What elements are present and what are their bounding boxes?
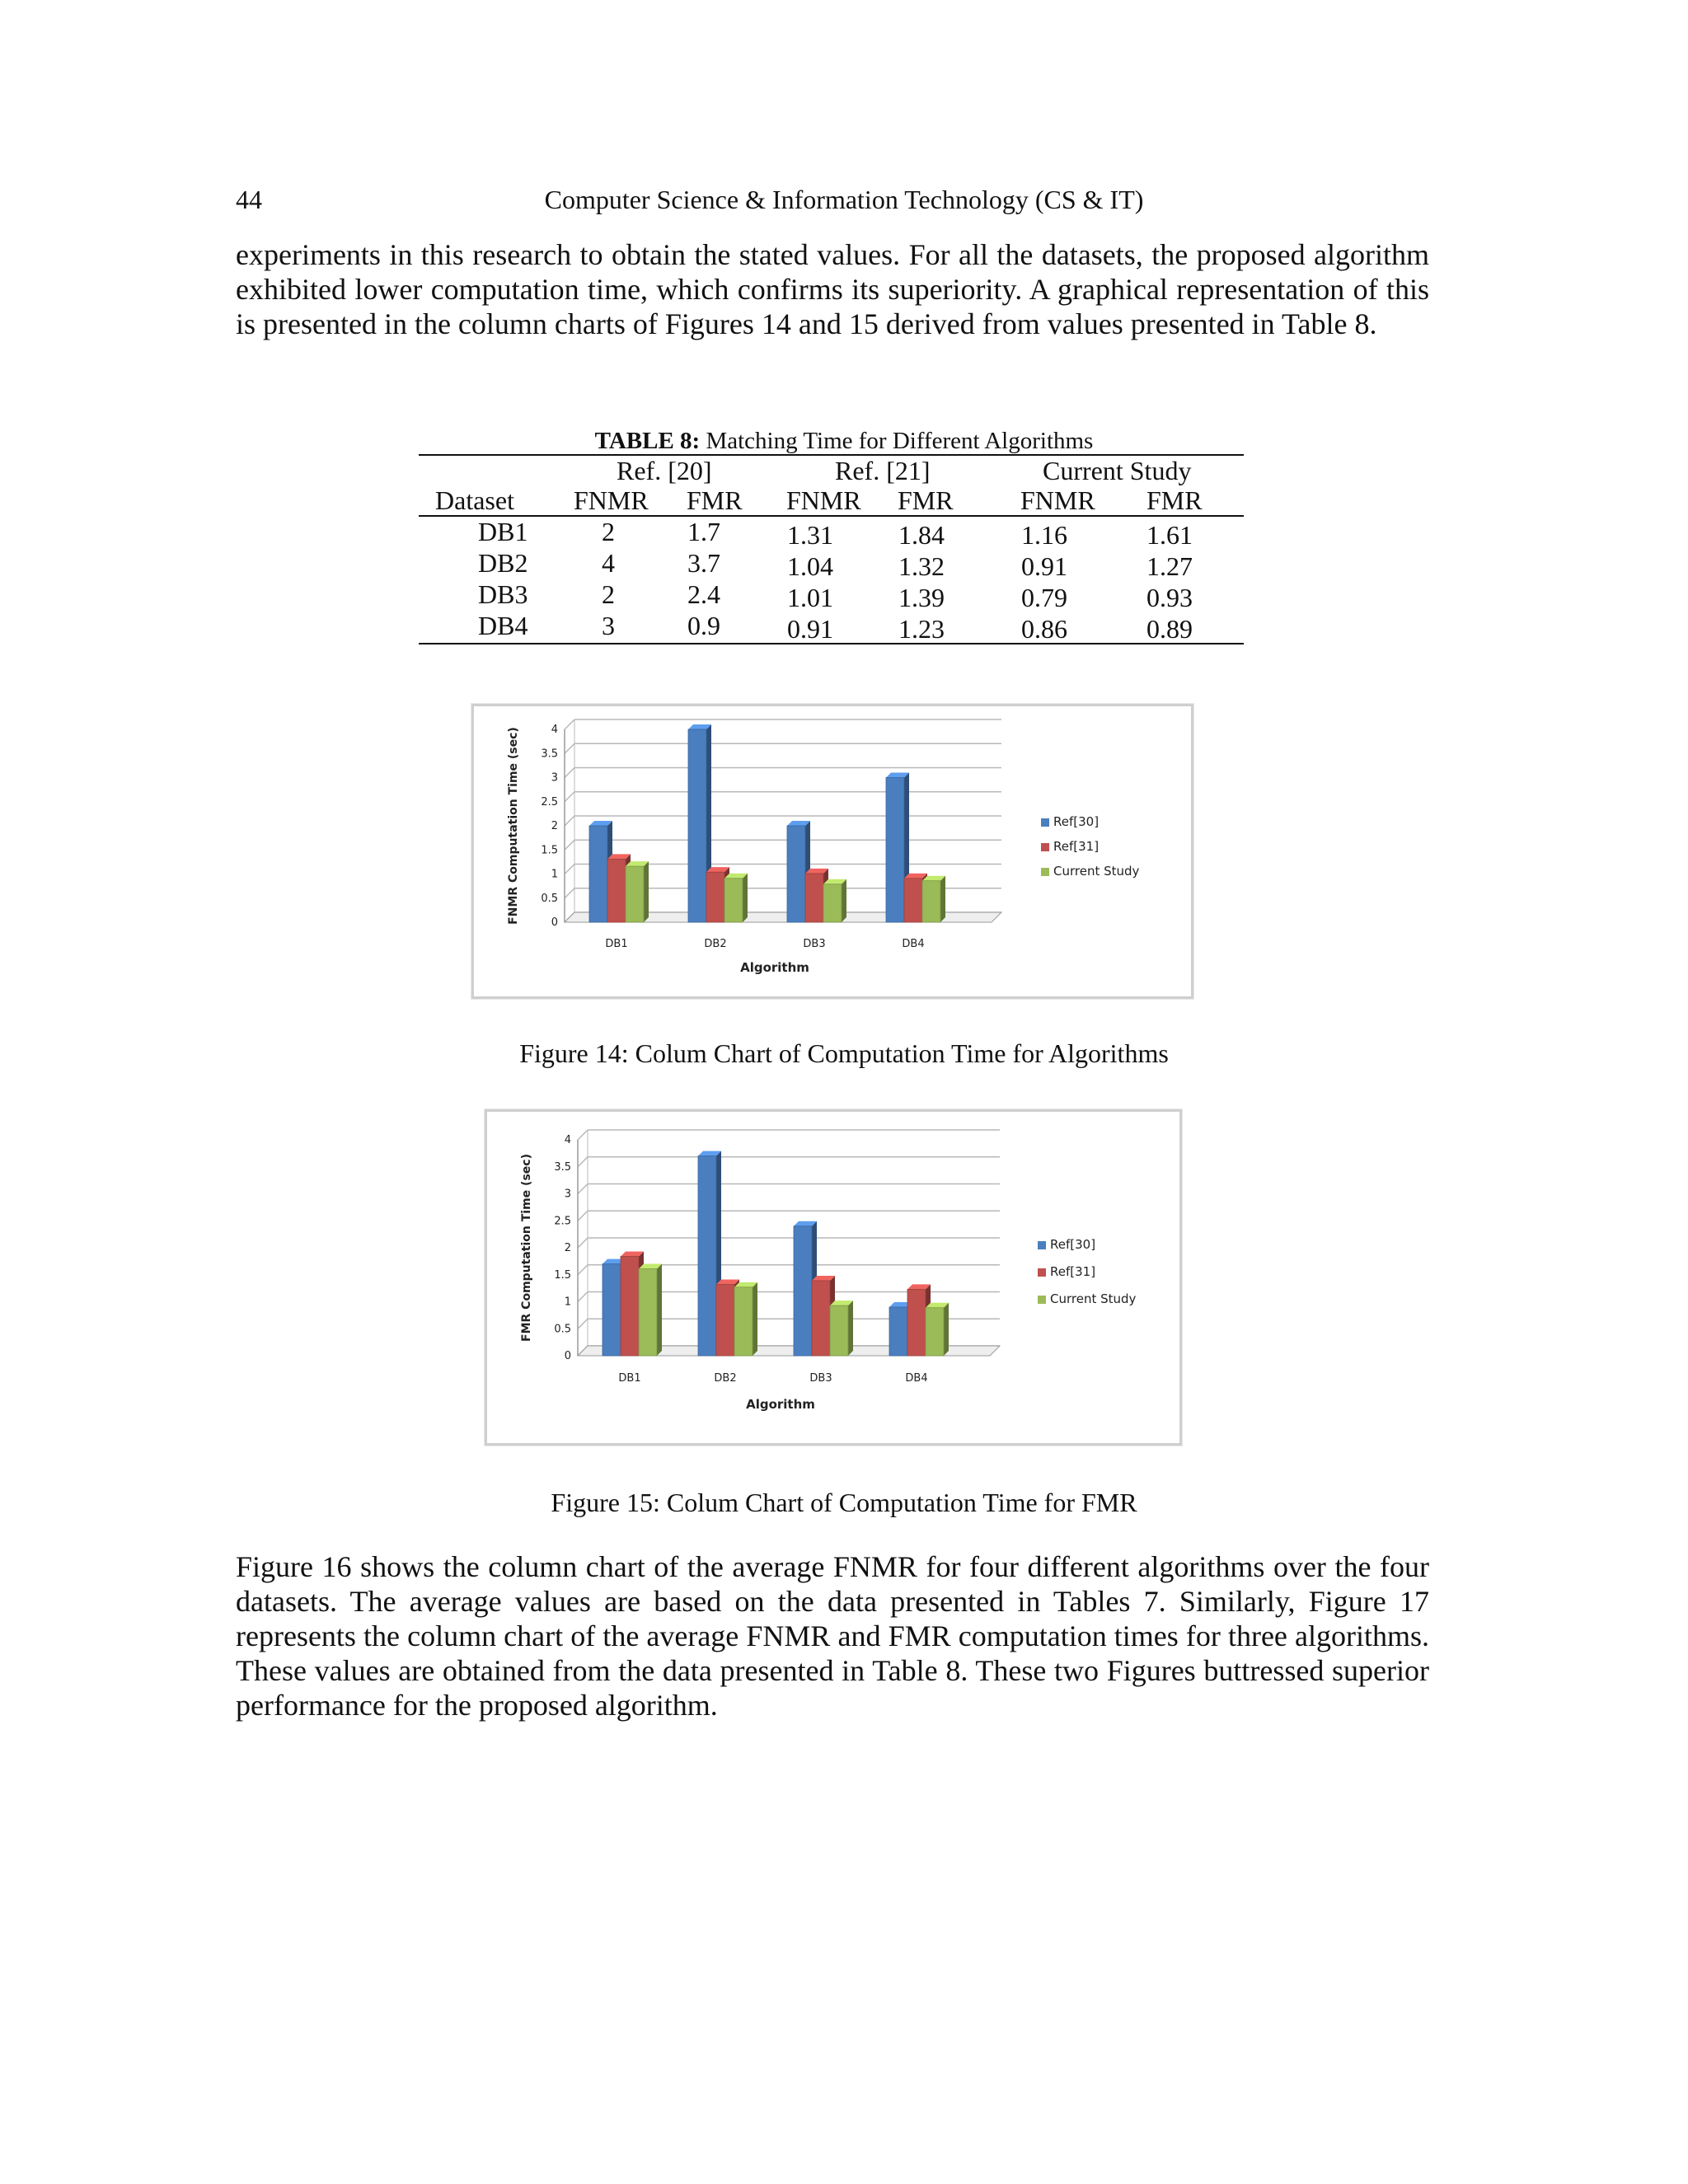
legend-swatch-ref-31- bbox=[1041, 843, 1049, 851]
bar-ref-30--db3 bbox=[794, 1226, 812, 1356]
table-cell: 0.79 bbox=[1021, 583, 1067, 612]
x-category-label: DB4 bbox=[905, 1372, 928, 1385]
y-tick-label: 2.5 bbox=[554, 1215, 571, 1228]
bar-ref-31--db3 bbox=[812, 1281, 830, 1356]
col-header-fnmr-current: FNMR bbox=[1020, 485, 1095, 515]
bar-current-study-db1 bbox=[626, 866, 644, 922]
group-header-current-study: Current Study bbox=[1043, 456, 1192, 485]
bar-ref-30--db2 bbox=[688, 729, 706, 922]
bar-side-current-study bbox=[657, 1264, 662, 1356]
gridline-depth bbox=[565, 743, 574, 753]
bar-ref-31--db1 bbox=[607, 859, 626, 922]
page-number: 44 bbox=[236, 185, 262, 214]
gridline-depth bbox=[565, 792, 574, 802]
bar-ref-31--db4 bbox=[904, 879, 922, 922]
bar-current-study-db1 bbox=[639, 1269, 657, 1356]
gridline-depth bbox=[578, 1157, 588, 1167]
bar-ref-30--db1 bbox=[603, 1264, 621, 1356]
y-tick-label: 1.5 bbox=[554, 1268, 571, 1282]
bar-ref-31--db1 bbox=[621, 1256, 639, 1356]
bar-side-current-study bbox=[644, 861, 649, 922]
bar-ref-30--db2 bbox=[698, 1156, 716, 1356]
x-category-label: DB3 bbox=[803, 938, 826, 950]
y-tick-label: 2 bbox=[564, 1242, 571, 1254]
legend-swatch-ref-30- bbox=[1038, 1241, 1046, 1249]
gridline-depth bbox=[565, 840, 574, 850]
table-cell: 4 bbox=[602, 548, 615, 578]
table-cell: 0.9 bbox=[687, 611, 720, 640]
table-cell: 1.39 bbox=[898, 583, 945, 612]
gridline-depth bbox=[578, 1238, 588, 1248]
table-cell: 3.7 bbox=[687, 548, 720, 578]
legend-swatch-ref-31- bbox=[1038, 1268, 1046, 1277]
gridline-depth bbox=[565, 888, 574, 898]
table-cell: DB1 bbox=[478, 517, 528, 546]
bar-side-current-study bbox=[842, 879, 846, 922]
x-category-label: DB2 bbox=[714, 1372, 737, 1385]
table-cell: 0.93 bbox=[1146, 583, 1193, 612]
x-category-label: DB4 bbox=[902, 938, 925, 950]
gridline-depth bbox=[565, 865, 574, 874]
table-cell: 1.84 bbox=[898, 520, 945, 550]
figure-15-chart bbox=[487, 1112, 1179, 1443]
body-paragraph-1: experiments in this research to obtain the stated values. For all the datasets, the proposed algorithm exhibited lower computation time, which confirms its superiority. A graphical representation of this is presented in the column charts of Figures 14 and 15 derived from values presented in Table 8. bbox=[236, 238, 1429, 340]
table-cell: 3 bbox=[602, 611, 615, 640]
table-cell: 2.4 bbox=[687, 579, 720, 609]
running-header: Computer Science & Information Technology (CS & IT) bbox=[544, 185, 1144, 214]
legend-label: Current Study bbox=[1053, 864, 1140, 879]
x-axis-title: Algorithm bbox=[740, 960, 809, 975]
table-caption-label: TABLE 8: bbox=[594, 428, 701, 454]
col-header-fmr-current: FMR bbox=[1146, 485, 1203, 515]
bar-current-study-db4 bbox=[926, 1308, 944, 1356]
legend-swatch-current-study bbox=[1041, 868, 1049, 876]
figure-15-frame bbox=[485, 1109, 1182, 1446]
legend-label: Ref[31] bbox=[1050, 1264, 1096, 1279]
col-header-fmr-ref21: FMR bbox=[898, 485, 954, 515]
x-category-label: DB1 bbox=[605, 938, 628, 950]
table-cell: 1.16 bbox=[1021, 520, 1067, 550]
y-tick-label: 3.5 bbox=[554, 1160, 571, 1174]
legend-label: Ref[31] bbox=[1053, 839, 1100, 854]
table-caption-text: Matching Time for Different Algorithms bbox=[700, 428, 1094, 454]
bar-ref-31--db4 bbox=[907, 1289, 926, 1356]
figure-14-caption: Figure 14: Colum Chart of Computation Time for Algorithms bbox=[519, 1038, 1169, 1068]
y-tick-label: 1.5 bbox=[541, 844, 558, 857]
x-category-label: DB1 bbox=[618, 1372, 641, 1385]
y-tick-label: 4 bbox=[551, 724, 558, 736]
bar-side-current-study bbox=[743, 874, 748, 922]
body-paragraph-2: Figure 16 shows the column chart of the average FNMR for four different algorithms over the four datasets. The average values are based on the data presented in Tables 7. Similarly, Figure 17 represents the column chart of the average FNMR and FMR computation times for three algorithms. These values are obtained from the data presented in Table 8. These two Figures buttressed superior performance for the proposed algorithm. bbox=[236, 1550, 1429, 1722]
bar-ref-31--db2 bbox=[706, 872, 724, 922]
gridline-depth bbox=[578, 1184, 588, 1194]
legend-label: Current Study bbox=[1050, 1291, 1137, 1306]
y-tick-label: 1 bbox=[551, 868, 558, 881]
y-tick-label: 1 bbox=[564, 1296, 571, 1309]
col-header-dataset: Dataset bbox=[435, 485, 514, 515]
bar-ref-30--db3 bbox=[787, 826, 805, 922]
table-cell: DB3 bbox=[478, 579, 528, 609]
gridline-depth bbox=[565, 719, 574, 729]
bar-side-current-study bbox=[944, 1303, 949, 1356]
y-tick-label: 0 bbox=[564, 1350, 571, 1362]
gridline-depth bbox=[578, 1319, 588, 1329]
legend-label: Ref[30] bbox=[1053, 814, 1100, 829]
gridline-depth bbox=[578, 1211, 588, 1221]
bar-current-study-db4 bbox=[922, 881, 940, 922]
group-header-ref20: Ref. [20] bbox=[617, 456, 712, 485]
bar-ref-30--db4 bbox=[886, 778, 904, 923]
y-tick-label: 3 bbox=[551, 771, 558, 785]
table-cell: 0.91 bbox=[787, 614, 833, 644]
bar-current-study-db2 bbox=[734, 1287, 753, 1356]
y-tick-label: 2.5 bbox=[541, 795, 558, 808]
gridline-depth bbox=[578, 1265, 588, 1275]
y-axis-title: FNMR Computation Time (sec) bbox=[507, 727, 520, 925]
table-cell: 1.7 bbox=[687, 517, 720, 546]
bar-ref-30--db4 bbox=[889, 1307, 907, 1356]
y-axis-title: FMR Computation Time (sec) bbox=[520, 1154, 533, 1342]
y-tick-label: 2 bbox=[551, 820, 558, 832]
table-cell: DB2 bbox=[478, 548, 528, 578]
col-header-fnmr-ref21: FNMR bbox=[786, 485, 861, 515]
gridline-depth bbox=[578, 1292, 588, 1302]
table-cell: 1.01 bbox=[787, 583, 833, 612]
y-tick-label: 3 bbox=[564, 1188, 571, 1201]
bar-ref-31--db2 bbox=[716, 1285, 734, 1356]
figure-14-chart bbox=[474, 706, 1191, 996]
bar-side-current-study bbox=[848, 1301, 853, 1356]
table-cell: 1.23 bbox=[898, 614, 945, 644]
table-caption bbox=[0, 427, 1688, 455]
table-cell: 0.91 bbox=[1021, 551, 1067, 581]
gridline-depth bbox=[578, 1130, 588, 1140]
legend-label: Ref[30] bbox=[1050, 1237, 1096, 1252]
bar-current-study-db2 bbox=[724, 879, 743, 922]
col-header-fmr-ref20: FMR bbox=[687, 485, 743, 515]
figure-15-caption: Figure 15: Colum Chart of Computation Time for FMR bbox=[551, 1488, 1137, 1517]
y-tick-label: 4 bbox=[564, 1134, 571, 1146]
table-cell: 1.27 bbox=[1146, 551, 1193, 581]
x-category-label: DB2 bbox=[704, 938, 727, 950]
legend-swatch-ref-30- bbox=[1041, 818, 1049, 827]
table-cell: 2 bbox=[602, 517, 615, 546]
table-cell: DB4 bbox=[478, 611, 528, 640]
table-cell: 0.86 bbox=[1021, 614, 1067, 644]
table-cell: 1.32 bbox=[898, 551, 945, 581]
table-cell: 0.89 bbox=[1146, 614, 1193, 644]
table-cell: 1.61 bbox=[1146, 520, 1193, 550]
y-tick-label: 3.5 bbox=[541, 748, 558, 761]
x-category-label: DB3 bbox=[809, 1372, 832, 1385]
y-tick-label: 0.5 bbox=[541, 892, 558, 905]
gridline-depth bbox=[565, 816, 574, 826]
table-bottom-rule bbox=[419, 643, 1244, 644]
group-header-ref21: Ref. [21] bbox=[835, 456, 931, 485]
table-cell: 1.31 bbox=[787, 520, 833, 550]
bar-ref-31--db3 bbox=[805, 874, 823, 922]
bar-side-current-study bbox=[940, 876, 945, 922]
figure-14-frame bbox=[471, 704, 1193, 999]
y-tick-label: 0.5 bbox=[554, 1323, 571, 1336]
y-tick-label: 0 bbox=[551, 916, 558, 929]
table-cell: 2 bbox=[602, 579, 615, 609]
x-axis-title: Algorithm bbox=[746, 1397, 815, 1412]
table-header-rule bbox=[419, 515, 1244, 517]
bar-ref-30--db1 bbox=[589, 826, 607, 922]
table-cell: 1.04 bbox=[787, 551, 833, 581]
legend-swatch-current-study bbox=[1038, 1296, 1046, 1304]
col-header-fnmr-ref20: FNMR bbox=[574, 485, 649, 515]
gridline-depth bbox=[565, 768, 574, 778]
bar-current-study-db3 bbox=[830, 1305, 848, 1356]
bar-current-study-db3 bbox=[823, 884, 842, 922]
bar-side-current-study bbox=[753, 1282, 757, 1356]
